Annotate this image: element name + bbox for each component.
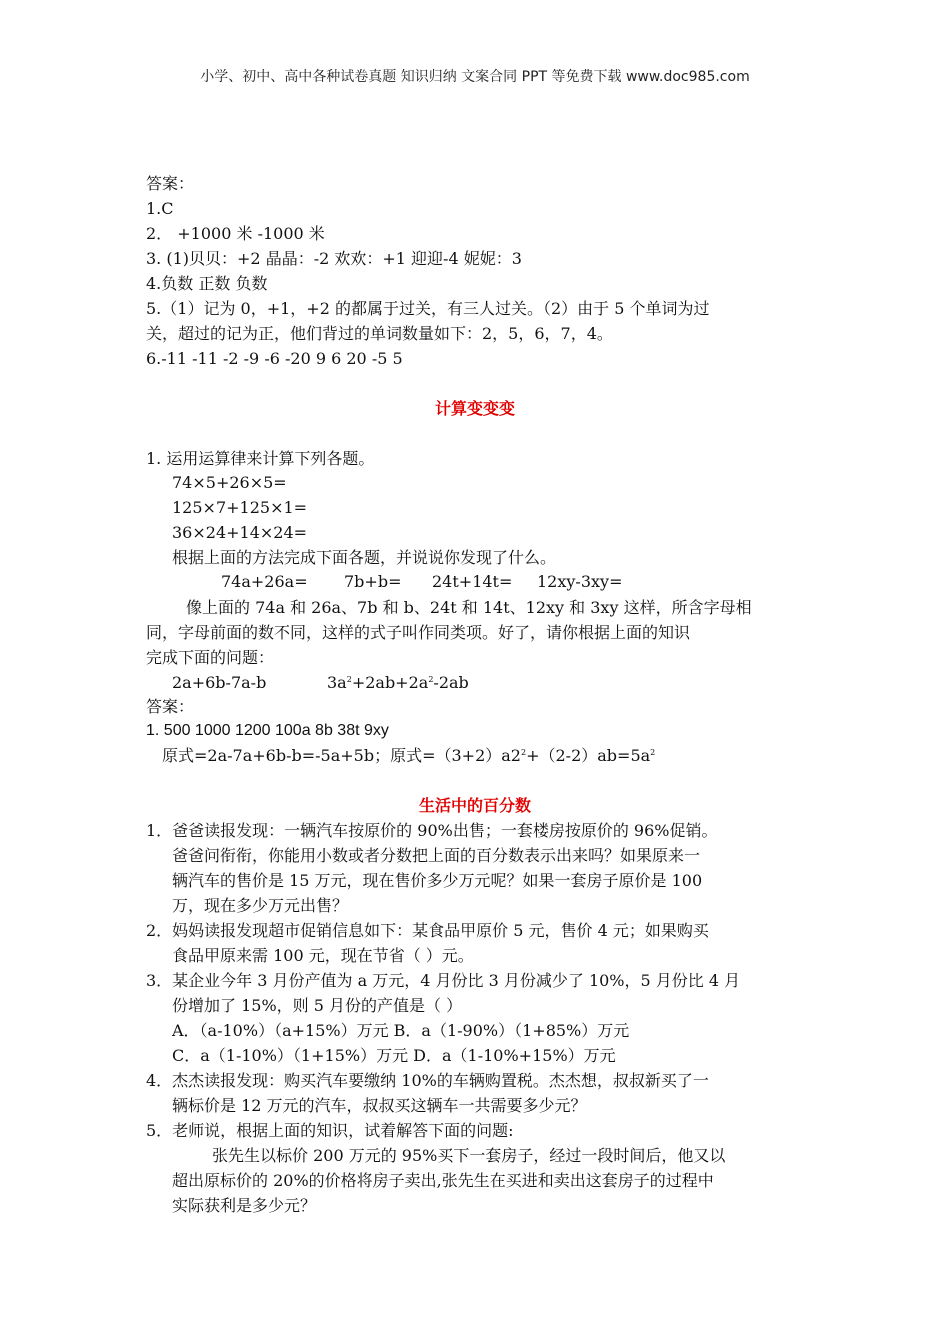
section-title: 生活中的百分数 [418, 796, 531, 815]
answer-line: 2． +1000 米 -1000 米 [146, 224, 325, 243]
question-line: 食品甲原来需 100 元，现在节省（ ）元。 [172, 946, 474, 965]
answer-line: 5.（1）记为 0，+1，+2 的都属于过关，有三人过关。（2）由于 5 个单词为过 [146, 299, 710, 318]
question-line: 3．某企业今年 3 月份产值为 a 万元，4 月份比 3 月份减少了 10%，5 月份比 4 月 [146, 971, 741, 990]
problem-expression: $3a^2+2ab+2a^2-2ab$ [327, 673, 469, 692]
question-line: 张先生以标价 200 万元的 95%买下一套房子，经过一段时间后，他又以 [212, 1146, 726, 1165]
expression: 7b+b= [344, 572, 402, 591]
question-line: 实际获利是多少元？ [172, 1196, 317, 1215]
answer-line: 关，超过的记为正，他们背过的单词数量如下：2，5，6，7，4。 [146, 324, 613, 343]
expression: 74a+26a= [221, 572, 308, 591]
instruction-text: 根据上面的方法完成下面各题，并说说你发现了什么。 [172, 548, 557, 567]
question-line: 爸爸问衔衔，你能用小数或者分数把上面的百分数表示出来吗？如果原来一 [172, 846, 701, 865]
question-line: 4．杰杰读报发现：购买汽车要缴纳 10%的车辆购置税。杰杰想，叔叔新买了一 [146, 1071, 709, 1090]
answer-line: 6.-11 -11 -2 -9 -6 -20 9 6 20 -5 5 [146, 349, 403, 368]
expression: 74×5+26×5= [172, 473, 287, 492]
question-line: 万，现在多少万元出售？ [172, 896, 349, 915]
question-line: 辆汽车的售价是 15 万元，现在售价多少万元呢？如果一套房子原价是 100 [172, 871, 703, 890]
paragraph-line: 完成下面的问题： [146, 648, 275, 667]
choice-line: C．a（1-10%）（1+15%）万元 D．a（1-10%+15%）万元 [172, 1046, 616, 1065]
question-line: 超出原标价的 20%的价格将房子卖出,张先生在买进和卖出这套房子的过程中 [172, 1171, 714, 1190]
answer-line: 3. (1)贝贝：+2 晶晶：-2 欢欢：+1 迎迎-4 妮妮：3 [146, 249, 522, 268]
question-line: 辆标价是 12 万元的汽车，叔叔买这辆车一共需要多少元？ [172, 1096, 587, 1115]
paragraph-line: 像上面的 74a 和 26a、7b 和 b、24t 和 14t、12xy 和 3xy 这样，所含字母相 [186, 598, 752, 617]
answer-line: 原式=2a-7a+6b-b=-5a+5b；原式$=(3+2)a2^2+(2-2)ab=5a^2$ [162, 746, 656, 765]
answer-line: 1.C [146, 199, 174, 218]
problem-expression: 2a+6b-7a-b [172, 673, 267, 692]
question-line: 1．爸爸读报发现：一辆汽车按原价的 90%出售；一套楼房按原价的 96%促销。 [146, 821, 718, 840]
answer-line: 4.负数 正数 负数 [146, 274, 268, 293]
section-title: 计算变变变 [434, 399, 515, 418]
question-line: 2．妈妈读报发现超市促销信息如下：某食品甲原价 5 元，售价 4 元；如果购买 [146, 921, 709, 940]
answer-label: 答案： [146, 697, 195, 716]
expression: 125×7+125×1= [172, 498, 308, 517]
question-line: 5．老师说，根据上面的知识，试着解答下面的问题: [146, 1121, 514, 1140]
answer-label: 答案： [146, 174, 195, 193]
expression: 24t+14t= [432, 572, 513, 591]
answer-line: 1. 500 1000 1200 100a 8b 38t 9xy [146, 722, 389, 739]
page-header: 小学、初中、高中各种试卷真题 知识归纳 文案合同 PPT 等免费下载 www.doc985.com [200, 69, 750, 85]
choice-line: A．（a-10%）（a+15%）万元 B．a（1-90%）（1+85%）万元 [172, 1021, 630, 1040]
expression: 12xy-3xy= [537, 572, 623, 591]
question-line: 份增加了 15%，则 5 月份的产值是（ ） [172, 996, 463, 1015]
paragraph-line: 同，字母前面的数不同，这样的式子叫作同类项。好了，请你根据上面的知识 [146, 623, 691, 642]
expression: 36×24+14×24= [172, 523, 308, 542]
question-text: 1. 运用运算律来计算下列各题。 [146, 449, 375, 468]
